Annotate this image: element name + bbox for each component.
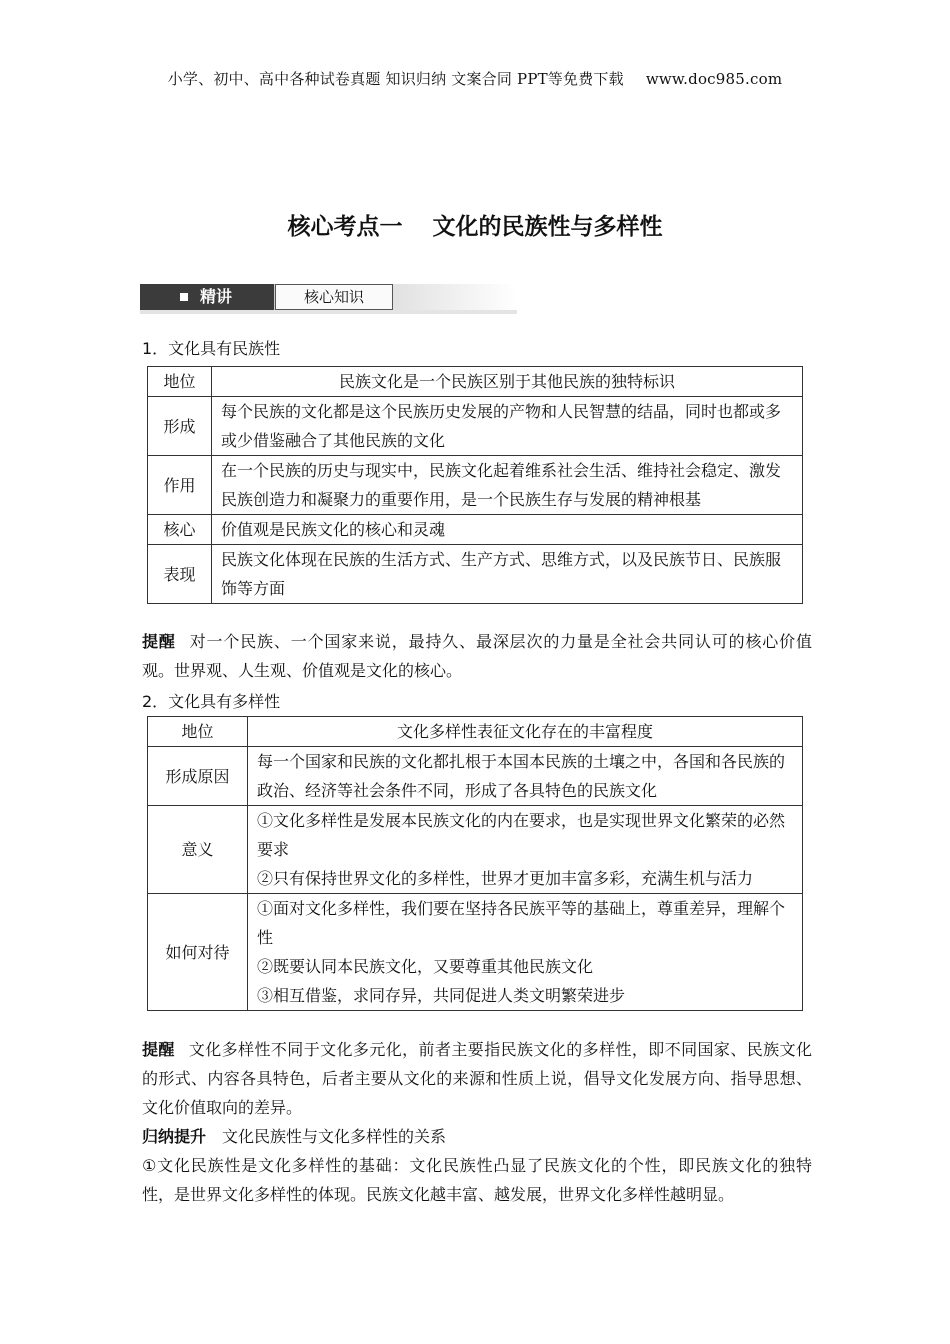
row-key: 意义	[148, 806, 248, 894]
row-key: 表现	[148, 545, 212, 604]
row-line: ①文化多样性是发展本民族文化的内在要求，也是实现世界文化繁荣的必然要求	[257, 811, 786, 859]
tip-label: 提醒	[142, 632, 176, 651]
row-line: 每一个国家和民族的文化都扎根于本国本民族的土壤之中，各国和各民族的政治、经济等社会条件不同，形成了各具特色的民族文化	[257, 752, 786, 800]
table-row	[148, 894, 803, 1011]
page-header	[0, 68, 950, 89]
summary-text: ①文化民族性是文化多样性的基础：文化民族性凸显了民族文化的个性，即民族文化的独特性，是世界文化多样性的体现。民族文化越丰富、越发展，世界文化多样性越明显。	[142, 1156, 812, 1204]
row-value: 价值观是民族文化的核心和灵魂	[212, 515, 803, 545]
row-value: 在一个民族的历史与现实中，民族文化起着维系社会生活、维持社会稳定、激发民族创造力和凝聚力的重要作用，是一个民族生存与发展的精神根基	[212, 456, 803, 515]
header-text: 小学、初中、高中各种试卷真题 知识归纳 文案合同 PPT等免费下载	[167, 70, 624, 88]
banner-label-block	[140, 284, 274, 310]
diversity-table	[147, 716, 803, 1011]
row-key: 地位	[148, 367, 212, 397]
table-row	[148, 367, 803, 397]
row-line: ③相互借鉴，求同存异，共同促进人类文明繁荣进步	[257, 986, 626, 1005]
summary-title: 文化民族性与文化多样性的关系	[222, 1127, 447, 1146]
row-key: 形成	[148, 397, 212, 456]
table-row	[148, 747, 803, 806]
section2-heading: 2．文化具有多样性	[142, 692, 281, 711]
row-value: 每个民族的文化都是这个民族历史发展的产物和人民智慧的结晶，同时也都或多或少借鉴融合了其他民族的文化	[212, 397, 803, 456]
table-row	[148, 515, 803, 545]
summary-heading	[142, 1122, 812, 1151]
table-row	[148, 545, 803, 604]
tip-text: 文化多样性不同于文化多元化，前者主要指民族文化的多样性，即不同国家、民族文化的形式、内容各具特色，后者主要从文化的来源和性质上说，倡导文化发展方向、指导思想、文化价值取向的差异。	[142, 1040, 812, 1117]
tip-label: 提醒	[142, 1040, 175, 1059]
title-part2: 文化的民族性与多样性	[432, 214, 663, 240]
table-row	[148, 397, 803, 456]
banner-strip	[140, 310, 517, 314]
page-title	[0, 208, 950, 241]
nationality-table	[147, 366, 803, 604]
row-line: ②只有保持世界文化的多样性，世界才更加丰富多彩，充满生机与活力	[257, 869, 754, 888]
summary-label: 归纳提升	[142, 1127, 207, 1146]
row-key: 如何对待	[148, 894, 248, 1011]
table-row	[148, 806, 803, 894]
tip-1	[142, 627, 812, 685]
section-banner	[140, 284, 517, 314]
section1-heading: 1．文化具有民族性	[142, 339, 281, 358]
row-line: 文化多样性表征文化存在的丰富程度	[396, 722, 653, 741]
table-row	[148, 717, 803, 747]
table-row	[148, 456, 803, 515]
banner-box: 核心知识	[275, 284, 393, 310]
square-icon	[180, 293, 188, 301]
row-value: 民族文化是一个民族区别于其他民族的独特标识	[212, 367, 803, 397]
row-key: 作用	[148, 456, 212, 515]
title-part1: 核心考点一	[287, 214, 403, 240]
row-line: ②既要认同本民族文化，又要尊重其他民族文化	[257, 957, 594, 976]
banner-label: 精讲	[200, 287, 233, 306]
row-line: ①面对文化多样性，我们要在坚持各民族平等的基础上，尊重差异，理解个性	[257, 899, 786, 947]
row-key: 形成原因	[148, 747, 248, 806]
row-value: 民族文化体现在民族的生活方式、生产方式、思维方式，以及民族节日、民族服饰等方面	[212, 545, 803, 604]
row-key: 核心	[148, 515, 212, 545]
tip-2	[142, 1035, 812, 1122]
tip-text: 对一个民族、一个国家来说，最持久、最深层次的力量是全社会共同认可的核心价值观。世界观、人生观、价值观是文化的核心。	[142, 632, 812, 680]
header-site[interactable]: www.doc985.com	[645, 70, 783, 88]
row-key: 地位	[148, 717, 248, 747]
